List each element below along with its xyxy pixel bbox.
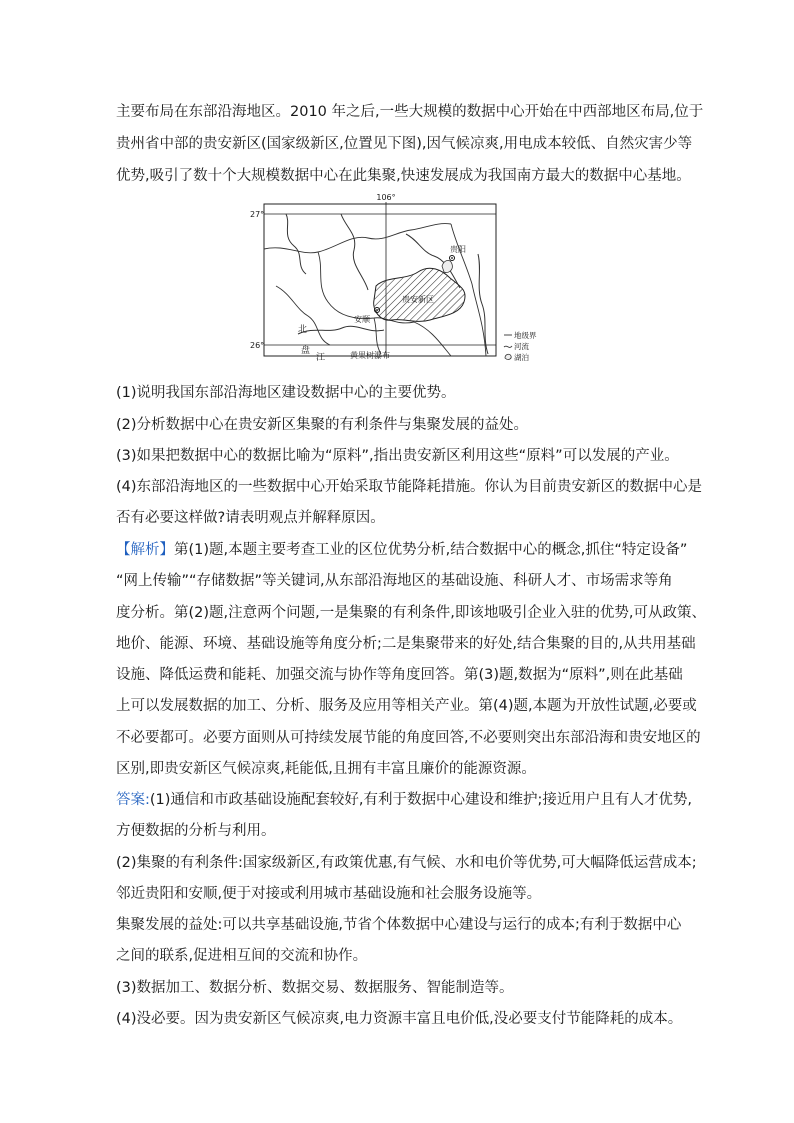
answer-2-line-3: 集聚发展的益处:可以共享基础设施,节省个体数据中心建设与运行的成本;有利于数据中心 — [116, 917, 682, 933]
intro-line-1: 主要布局在东部沿海地区。2010 年之后,一些大规模的数据中心开始在中西部地区布局,位于 — [116, 104, 704, 120]
analysis-line-5: 设施、降低运费和能耗、加强交流与协作等角度回答。第(3)题,数据为“原料”,则在此基础 — [116, 667, 683, 683]
analysis-line-2: “网上传输”“存储数据”等关键词,从东部沿海地区的基础设施、科研人才、市场需求等角 — [116, 573, 673, 589]
question-4-line-2: 否有必要这样做?请表明观点并解释原因。 — [116, 510, 385, 526]
question-2: (2)分析数据中心在贵安新区集聚的有利条件与集聚发展的益处。 — [116, 417, 529, 433]
question-4-line-1: (4)东部沿海地区的一些数据中心开始采取节能降耗措施。你认为目前贵安新区的数据中心是 — [116, 479, 703, 495]
legend-river: 河流 — [514, 342, 529, 351]
analysis-line-6: 上可以发展数据的加工、分析、服务及应用等相关产业。第(4)题,本题为开放性试题,必要或 — [116, 698, 697, 714]
intro-line-2: 贵州省中部的贵安新区(国家级新区,位置见下图),因气候凉爽,用电成本较低、自然灾害少等 — [116, 136, 693, 152]
answer-3: (3)数据加工、数据分析、数据交易、数据服务、智能制造等。 — [116, 980, 514, 996]
answer-1-line-1 — [116, 790, 692, 810]
lon-label: 106° — [376, 194, 396, 202]
answer-2-line-4: 之间的联系,促进相互间的交流和协作。 — [116, 948, 368, 964]
question-1: (1)说明我国东部沿海地区建设数据中心的主要优势。 — [116, 385, 456, 401]
lat-bottom-label: 26° — [250, 341, 265, 350]
analysis-tag: 【解析】 — [116, 542, 174, 558]
guian-map — [246, 194, 546, 362]
answer-tag: 答案: — [116, 792, 150, 808]
analysis-line-4: 地价、能源、环境、基础设施等角度分析;二是集聚带来的好处,结合集聚的目的,从共用基础 — [116, 636, 696, 652]
question-3: (3)如果把数据中心的数据比喻为“原料”,指出贵安新区利用这些“原料”可以发展的产业。 — [116, 448, 679, 464]
pan-label: 盘 — [301, 346, 311, 356]
legend-lake: 湖泊 — [514, 353, 529, 362]
jiang-label: 江 — [316, 353, 326, 362]
analysis-text-1: 第(1)题,本题主要考查工业的区位优势分析,结合数据中心的概念,抓住“特定设备” — [174, 542, 688, 558]
answer-2-line-2: 邻近贵阳和安顺,便于对接或利用城市基础设施和社会服务设施等。 — [116, 886, 542, 902]
lat-top-label: 27° — [250, 210, 265, 219]
guian-label: 贵安新区 — [402, 295, 434, 304]
analysis-line-7: 不必要都可。必要方面则从可持续发展节能的角度回答,不必要则突出东部沿海和贵安地区的 — [116, 730, 701, 746]
guiyang-label: 贵阳 — [450, 245, 466, 254]
intro-line-3: 优势,吸引了数十个大规模数据中心在此集聚,快速发展成为我国南方最大的数据中心基地。 — [116, 168, 691, 184]
answer-2-line-1: (2)集聚的有利条件:国家级新区,有政策优惠,有气候、水和电价等优势,可大幅降低运营成本; — [116, 855, 697, 871]
answer-1-line-2: 方便数据的分析与利用。 — [116, 823, 276, 839]
analysis-line-1 — [116, 540, 687, 560]
analysis-line-8: 区别,即贵安新区气候凉爽,耗能低,且拥有丰富且廉价的能源资源。 — [116, 761, 536, 777]
analysis-line-3: 度分析。第(2)题,注意两个问题,一是集聚的有利条件,即该地吸引企业入驻的优势,可从政策、 — [116, 605, 706, 621]
huangguoshu-label: 黄果树瀑布 — [350, 351, 390, 360]
answer-4: (4)没必要。因为贵安新区气候凉爽,电力资源丰富且电价低,没必要支付节能降耗的成本。 — [116, 1011, 683, 1027]
map-legend — [504, 330, 537, 362]
anshun-label: 安顺 — [354, 315, 370, 324]
answer-1-text: (1)通信和市政基础设施配套较好,有利于数据中心建设和维护;接近用户且有人才优势, — [149, 792, 693, 808]
legend-boundary: 地级界 — [514, 331, 537, 340]
bei-label: 北 — [298, 325, 308, 335]
